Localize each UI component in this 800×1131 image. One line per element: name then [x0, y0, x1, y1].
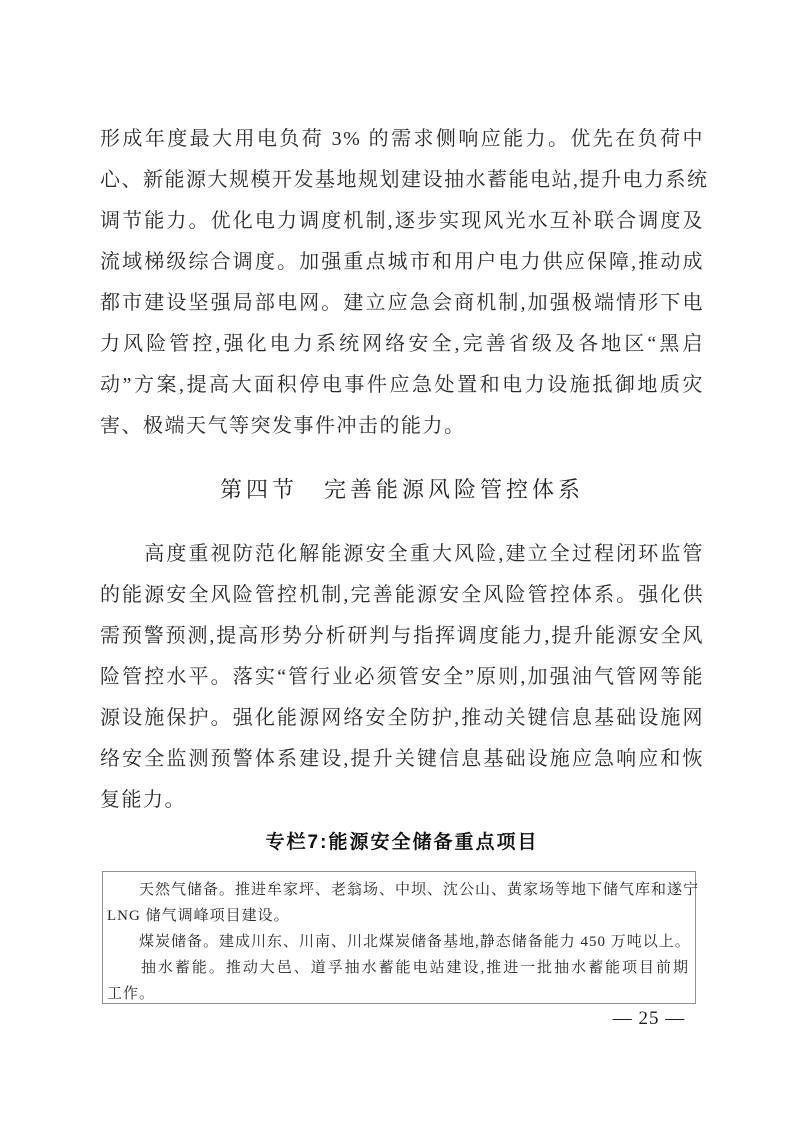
text-line: 工作。 [107, 986, 156, 1002]
text-line: 害、极端天气等突发事件冲击的能力。 [100, 415, 466, 437]
text-line: 天然气储备。推进牟家坪、老翁场、中坝、沈公山、黄家场等地下储气库和遂宁 [107, 882, 700, 898]
text-line: 心、新能源大规模开发基地规划建设抽水蓄能电站,提升电力系统 [100, 169, 709, 191]
section-heading: 第四节 完善能源风险管控体系 [219, 477, 584, 502]
text-line: 流域梯级综合调度。加强重点城市和用户电力供应保障,推动成 [100, 251, 704, 273]
text-line: 形成年度最大用电负荷 3% 的需求侧响应能力。优先在负荷中 [100, 128, 704, 150]
text-line: LNG 储气调峰项目建设。 [107, 908, 290, 924]
text-line: 络安全监测预警体系建设,提升关键信息基础设施应急响应和恢 [100, 748, 704, 770]
body-paragraph-2 [100, 534, 704, 821]
box-paragraph [107, 929, 689, 955]
text-line: 高度重视防范化解能源安全重大风险,建立全过程闭环监管 [100, 543, 704, 565]
text-line: 煤炭储备。建成川东、川南、川北煤炭储备基地,静态储备能力 450 万吨以上。 [107, 934, 691, 950]
text-line: 抽水蓄能。推动大邑、道孚抽水蓄能电站建设,推进一批抽水蓄能项目前期 [107, 960, 689, 976]
text-line: 源设施保护。强化能源网络安全防护,推动关键信息基础设施网 [100, 707, 704, 729]
page-number: — 25 — [612, 1008, 686, 1029]
box-title: 专栏7:能源安全储备重点项目 [265, 832, 539, 853]
text-line: 复能力。 [100, 789, 186, 811]
text-line: 调节能力。优化电力调度机制,逐步实现风光水互补联合调度及 [100, 210, 704, 232]
box-paragraph [107, 877, 700, 929]
text-line: 险管控水平。落实“管行业必须管安全”原则,加强油气管网等能 [100, 666, 704, 688]
text-line: 动”方案,提高大面积停电事件应急处置和电力设施抵御地质灾 [100, 374, 704, 396]
text-line: 都市建设坚强局部电网。建立应急会商机制,加强极端情形下电 [100, 292, 704, 314]
body-paragraph-1 [100, 119, 709, 447]
box-paragraph [107, 955, 689, 1007]
highlight-box [102, 871, 700, 1004]
text-line: 需预警预测,提高形势分析研判与指挥调度能力,提升能源安全风 [100, 625, 704, 647]
text-line: 的能源安全风险管控机制,完善能源安全风险管控体系。强化供 [100, 584, 704, 606]
text-line: 力风险管控,强化电力系统网络安全,完善省级及各地区“黑启 [100, 333, 704, 355]
